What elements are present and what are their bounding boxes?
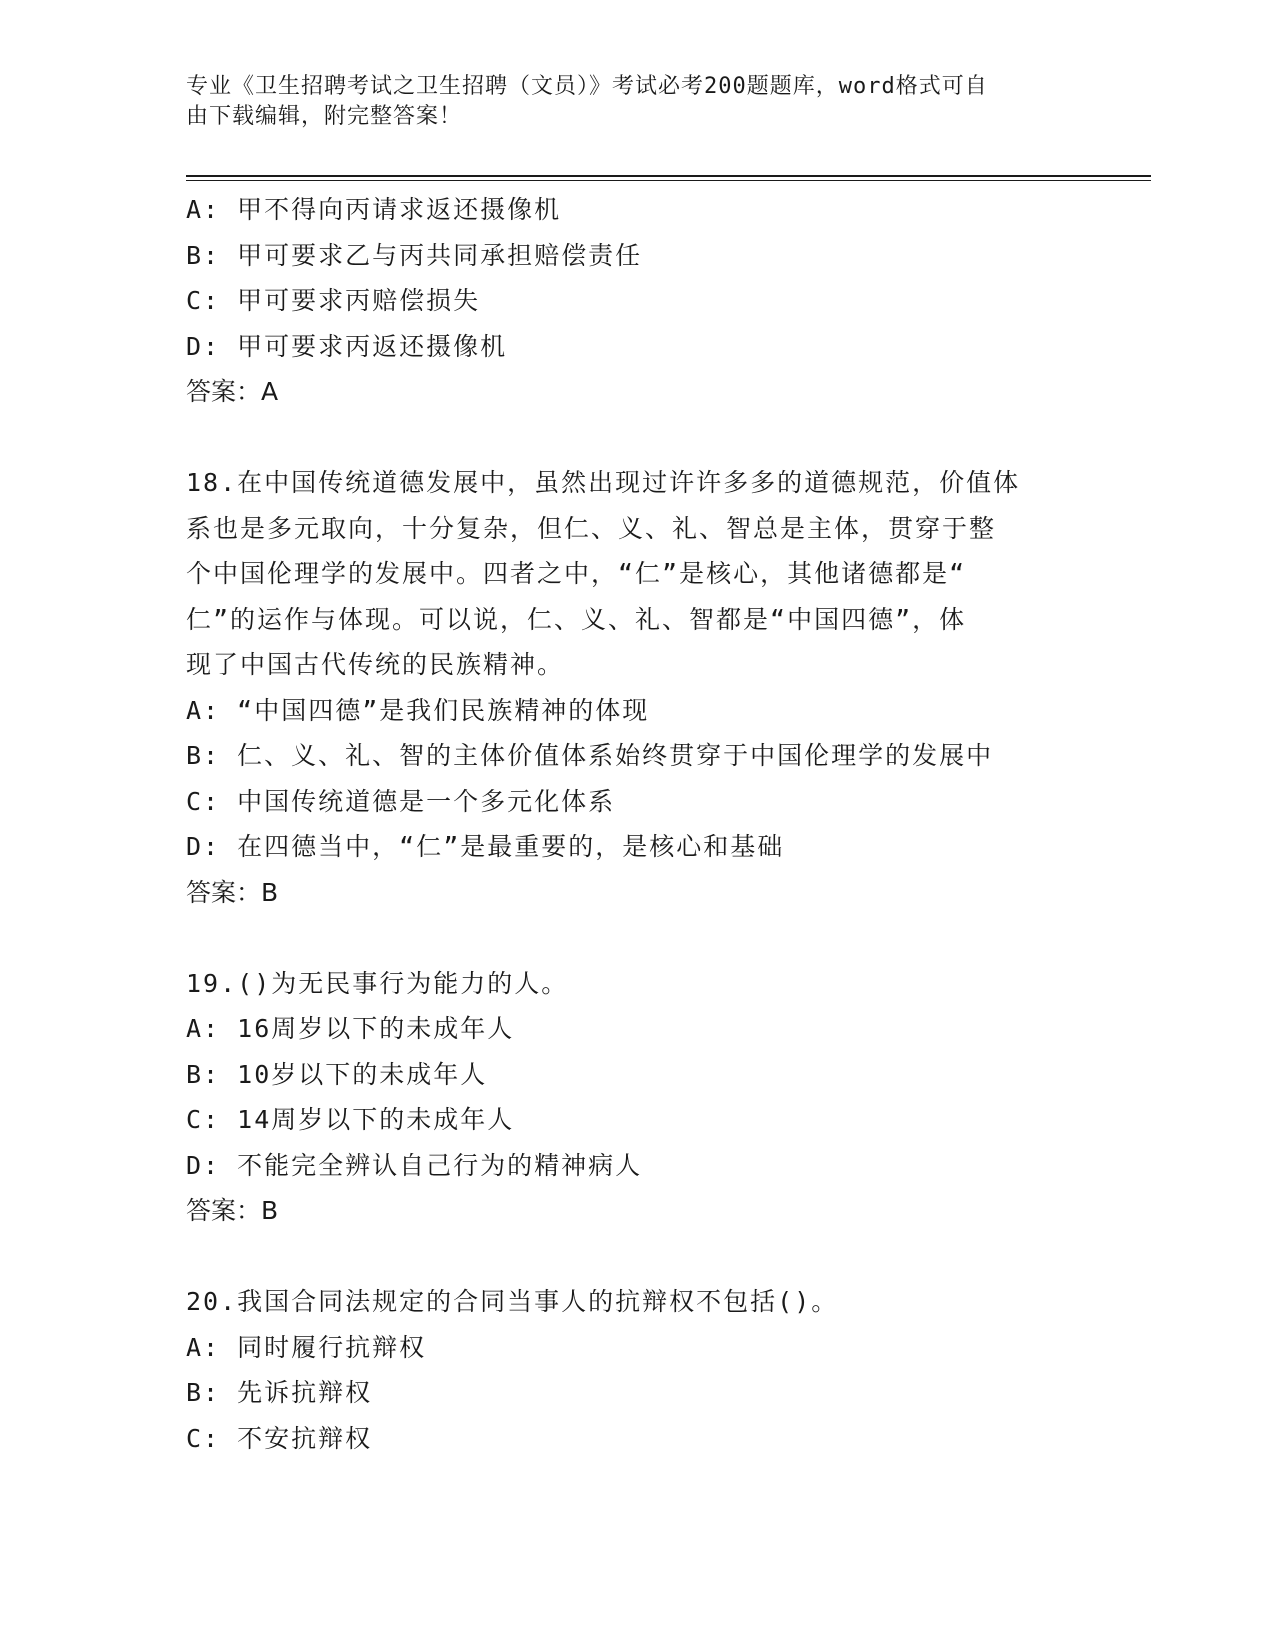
spacer [186, 1234, 1086, 1280]
header-line-1: 专业《卫生招聘考试之卫生招聘（文员）》考试必考200题题库，word格式可自 [186, 74, 988, 99]
question-stem-line: 现了中国古代传统的民族精神。 [186, 650, 565, 679]
option-b: B: 10岁以下的未成年人 [186, 1059, 488, 1089]
spacer [186, 415, 1086, 461]
option-c: C: 中国传统道德是一个多元化体系 [186, 786, 616, 816]
option-b: B: 先诉抗辩权 [186, 1378, 373, 1407]
answer: 答案：A [186, 377, 279, 406]
option-a: A: 同时履行抗辩权 [186, 1332, 427, 1362]
option-a: A: 16周岁以下的未成年人 [186, 1014, 515, 1043]
header-divider-thin [186, 180, 1151, 181]
option-d: D: 在四德当中，“仁”是最重要的，是核心和基础 [186, 832, 785, 861]
header-divider-thick [186, 175, 1151, 177]
question-18 [186, 460, 1086, 915]
question-stem: 20.我国合同法规定的合同当事人的抗辩权不包括()。 [186, 1287, 839, 1316]
option-a: A: 甲不得向丙请求返还摄像机 [186, 195, 562, 224]
question-stem: 19.()为无民事行为能力的人。 [186, 968, 569, 998]
header-line-2: 由下载编辑，附完整答案！ [186, 104, 463, 129]
spacer [186, 915, 1086, 961]
option-c: C: 甲可要求丙赔偿损失 [186, 286, 481, 315]
option-c: C: 不安抗辩权 [186, 1423, 373, 1453]
question-17 [186, 187, 1086, 415]
document-header [186, 72, 1086, 132]
option-c: C: 14周岁以下的未成年人 [186, 1105, 515, 1134]
question-list [186, 187, 1086, 1461]
question-stem-line: 18.在中国传统道德发展中，虽然出现过许许多多的道德规范，价值体 [186, 468, 1021, 497]
question-stem-line: 仁”的运作与体现。可以说，仁、义、礼、智都是“中国四德”，体 [186, 604, 967, 634]
option-a: A: “中国四德”是我们民族精神的体现 [186, 695, 650, 725]
option-d: D: 甲可要求丙返还摄像机 [186, 331, 508, 361]
answer: 答案：B [186, 1196, 279, 1225]
question-20 [186, 1279, 1086, 1461]
option-b: B: 仁、义、礼、智的主体价值体系始终贯穿于中国伦理学的发展中 [186, 741, 994, 770]
answer: 答案：B [186, 877, 279, 907]
option-b: B: 甲可要求乙与丙共同承担赔偿责任 [186, 240, 643, 270]
question-stem-line: 系也是多元取向，十分复杂，但仁、义、礼、智总是主体，贯穿于整 [186, 513, 997, 543]
question-stem-line: 个中国伦理学的发展中。四者之中，“仁”是核心，其他诸德都是“ [186, 559, 967, 588]
option-d: D: 不能完全辨认自己行为的精神病人 [186, 1150, 643, 1180]
question-19 [186, 961, 1086, 1234]
